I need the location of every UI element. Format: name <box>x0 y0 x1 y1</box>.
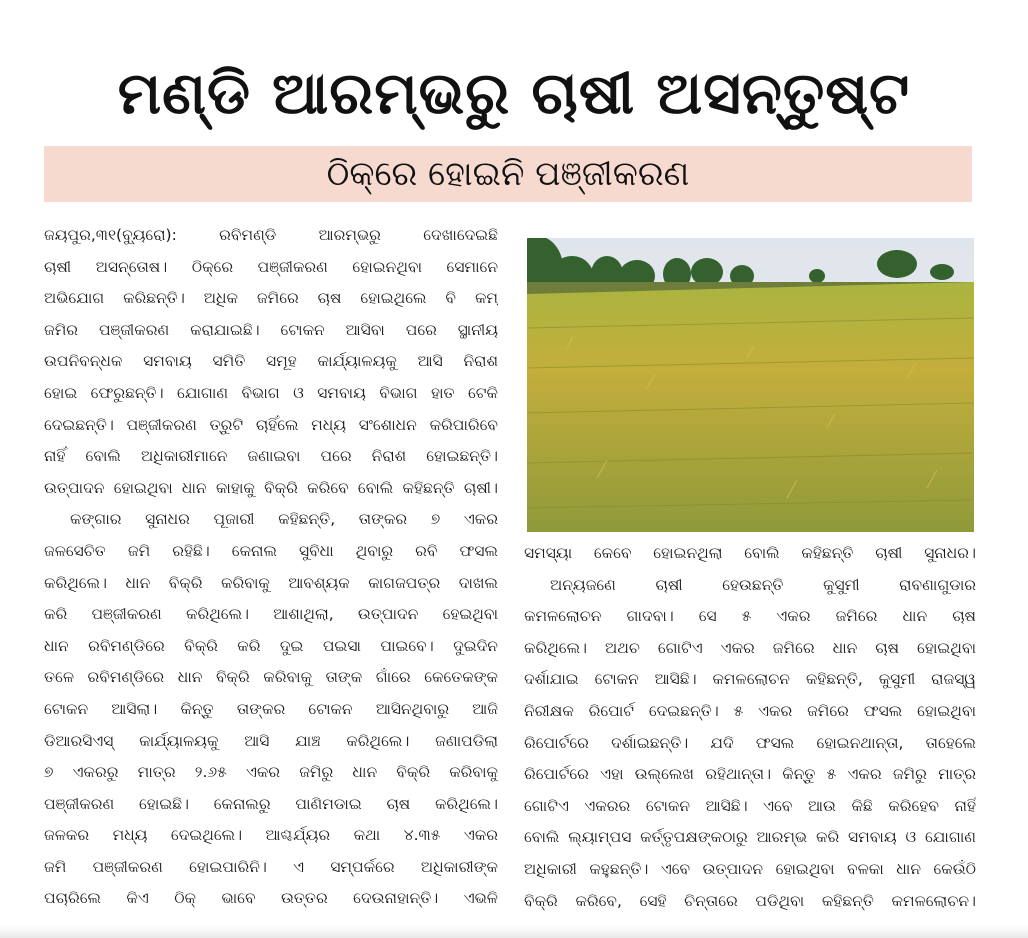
article-line: କମଳଲୋଚନ ଗାଦବା। ସେ ୫ ଏକର ଜମିରେ ଧାନ ଚାଷ <box>524 607 976 626</box>
article-line: ଡିଆରସିଏସ୍ କାର୍ଯ୍ୟାଳୟକୁ ଆସି ଯାଞ୍ଚ କରିଥିଲେ। ଜଣାପଡିଲା <box>44 731 498 750</box>
article-line: ଦର୍ଶାଯାଇ ଟୋକନ ଆସିଛି। କମଳଲୋଚନ କହିଛନ୍ତି, କୁସୁମୀ ରାଜସ୍ୱ <box>524 670 976 689</box>
article-line: ଜୟପୁର,୩୧(ବ୍ୟୁରୋ): ରବିମଣ୍ଡି ଆରମ୍ଭରୁ ଦେଖାଦେଇଛି <box>44 226 498 244</box>
article-line: ନିରୀକ୍ଷକ ରିପୋର୍ଟ ଦେଇଛନ୍ତି। ୫ ଏକର ଜମିରେ ଫସଲ ହୋଇଥିବା <box>524 701 976 720</box>
article-line: ବିକ୍ରି କରିବେ, ସେହି ଚିନ୍ତାରେ ପଡିଥିବା କହିଛନ୍ତି କମଳଲୋଚନ। <box>524 891 976 910</box>
article-line: ଅଭିଯୋଗ କରିଛନ୍ତି। ଅଧିକ ଜମିରେ ଚାଷ ହୋଇଥିଲେ ବି କମ୍ <box>44 289 498 308</box>
article-line: କରିଥିଲେ। ଅଥଚ ଗୋଟିଏ ଏକର ଜମିରେ ଧାନ ଚାଷ ହୋଇଥିବା <box>524 638 976 657</box>
article-line: ବୋଲି ଲ୍ୟାମ୍ପସ କର୍ତ୍ତୃପକ୍ଷଙ୍କଠାରୁ ଆରମ୍ଭ କରି ସମବାୟ ଓ ଯୋଗାଣ <box>524 828 976 847</box>
article-column-left <box>44 220 498 915</box>
article-line: ଚାଷୀ ଅସନ୍ତୋଷ। ଠିକ୍‌ରେ ପଞ୍ଜୀକରଣ ହୋଇନଥିବା ସେମାନେ <box>44 257 498 276</box>
article-line: ତଳେ ରବିମଣ୍ଡିରେ ଧାନ ବିକ୍ରି କରିବାକୁ ତାଙ୍କ ଗାଁରେ କେତେକଙ୍କ <box>44 668 498 687</box>
article-line: କରି ପଞ୍ଜୀକରଣ କରିଥିଲେ। ଆଶାଥିଲା, ଉତ୍ପାଦନ ହେଇଥିବା <box>44 605 498 624</box>
article-line: ଜଳକର ମଧ୍ୟ ଦେଇଥିଲେ। ଆଶ୍ଚର୍ଯ୍ୟର କଥା ୪.୩୫ ଏକର <box>44 826 498 845</box>
article-column-right <box>524 538 976 917</box>
article-line: ସମସ୍ୟା କେବେ ହୋଇନଥିଲା ବୋଲି କହିଛନ୍ତି ଚାଷୀ ସୁନାଧର। <box>524 544 976 562</box>
article-line: କଙ୍ଗାର ସୁନାଧର ପୂଜାରୀ କହିଛନ୍ତି, ତାଙ୍କର ୭ ଏକର <box>70 510 498 529</box>
article-line: ଧାନ ରବିମଣ୍ଡିରେ ବିକ୍ରି କରି ଦୁଇ ପଇସା ପାଇବେ। ଦୁଇଦିନ <box>44 636 498 655</box>
article-line: ନାହିଁ ବୋଲି ଅଧିକାରୀମାନେ ଜଣାଇବା ପରେ ନିରାଶ ହୋଇଛନ୍ତି। <box>44 447 498 466</box>
article-line: ରିପୋର୍ଟରେ ଦର୍ଶାଇଛନ୍ତି। ଯଦି ଫସଲ ହୋଇନଥାନ୍ତା, ତାହେଲେ <box>524 733 976 752</box>
article-line: ଦେଇଛନ୍ତି। ପଞ୍ଜୀକରଣ ତ୍ରୁଟି ଚାହିଁଲେ ମଧ୍ୟ ସଂଶୋଧନ କରିପାରିବେ <box>44 415 498 434</box>
article-line: ଅନ୍ୟଜଣେ ଚାଷୀ ହେଉଛନ୍ତି କୁସୁମୀ ରାବଣାଗୁଡାର <box>550 575 976 594</box>
article-line: ଗୋଟିଏ ଏକରର ଟୋକନ ଆସିଛି। ଏବେ ଆଉ କିଛି କରିହେବ ନାହିଁ <box>524 796 976 815</box>
article-line: ଉତ୍ପାଦନ ହୋଇଥିବା ଧାନ କାହାକୁ ବିକ୍ରି କରିବେ ବୋଲି କହିଛନ୍ତି ଚାଷୀ। <box>44 478 498 497</box>
article-line: ଟୋକନ ଆସିଲା। କିନ୍ତୁ ତାଙ୍କର ଟୋକନ ଆସିନଥିବାରୁ ଆଜି <box>44 699 498 718</box>
subheadline: ଠିକ୍‌ରେ ହୋଇନି ପଞ୍ଜୀକରଣ <box>326 154 690 194</box>
article-line: ପଞ୍ଜୀକରଣ ହୋଇଛି। କେନାଲରୁ ପାଣିମଡାଇ ଚାଷ କରିଥିଲେ। <box>44 794 498 813</box>
paddy-field-photo <box>527 238 974 532</box>
article-line: ପଚାରିଲେ କିଏ ଠିକ୍ ଭାବେ ଉତ୍ତର ଦେଉନାହାନ୍ତି। ଏଭଳି <box>44 889 498 908</box>
article-line: ଉପନିବନ୍ଧକ ସମବାୟ ସମିତି ସମୂହ କାର୍ଯ୍ୟାଳୟକୁ ଆସି ନିରାଶ <box>44 352 498 371</box>
paddy-field-illustration <box>527 238 974 532</box>
article-line: ରିପୋର୍ଟରେ ଏହା ଉଲ୍ଲେଖ ରହିଥାନ୍ତା। କିନ୍ତୁ ୫ ଏକର ଜମିରୁ ମାତ୍ର <box>524 765 976 784</box>
page-edge <box>0 926 1028 938</box>
article-line: ଅଧିକାରୀ କହୁଛନ୍ତି। ଏବେ ଉତ୍ପାଦନ ହୋଇଥିବା ବଳକା ଧାନ କେଉଁଠି <box>524 859 976 878</box>
article-line: ହୋଇ ଫେରୁଛନ୍ତି। ଯୋଗାଣ ବିଭାଗ ଓ ସମବାୟ ବିଭାଗ ହାତ ଟେକି <box>44 383 498 402</box>
subheadline-bar <box>44 146 972 202</box>
article-line: ଜମିର ପଞ୍ଜୀକରଣ କରାଯାଇଛି। ଟୋକନ ଆସିବା ପରେ ସ୍ଥାନୀୟ <box>44 320 498 339</box>
article-line: କରିଥିଲେ। ଧାନ ବିକ୍ରି କରିବାକୁ ଆବଶ୍ୟକ କାଗଜପତ୍ର ଦାଖଲ <box>44 573 498 592</box>
headline: ମଣ୍ଡି ଆରମ୍ଭରୁ ଚାଷୀ ଅସନ୍ତୁଷ୍ଟ <box>117 59 911 127</box>
article-line: ୭ ଏକରରୁ ମାତ୍ର ୨.୬୫ ଏକର ଜମିରୁ ଧାନ ବିକ୍ରି କରିବାକୁ <box>44 763 498 782</box>
article-line: ଜମି ପଞ୍ଜୀକରଣ ହୋଇପାରିନି। ଏ ସମ୍ପର୍କରେ ଅଧିକାରୀଙ୍କ <box>44 857 498 876</box>
article-line: ଜଳସେଚିତ ଜମି ରହିଛି। କେନାଲ ସୁବିଧା ଥିବାରୁ ରବି ଫସଲ <box>44 541 498 560</box>
